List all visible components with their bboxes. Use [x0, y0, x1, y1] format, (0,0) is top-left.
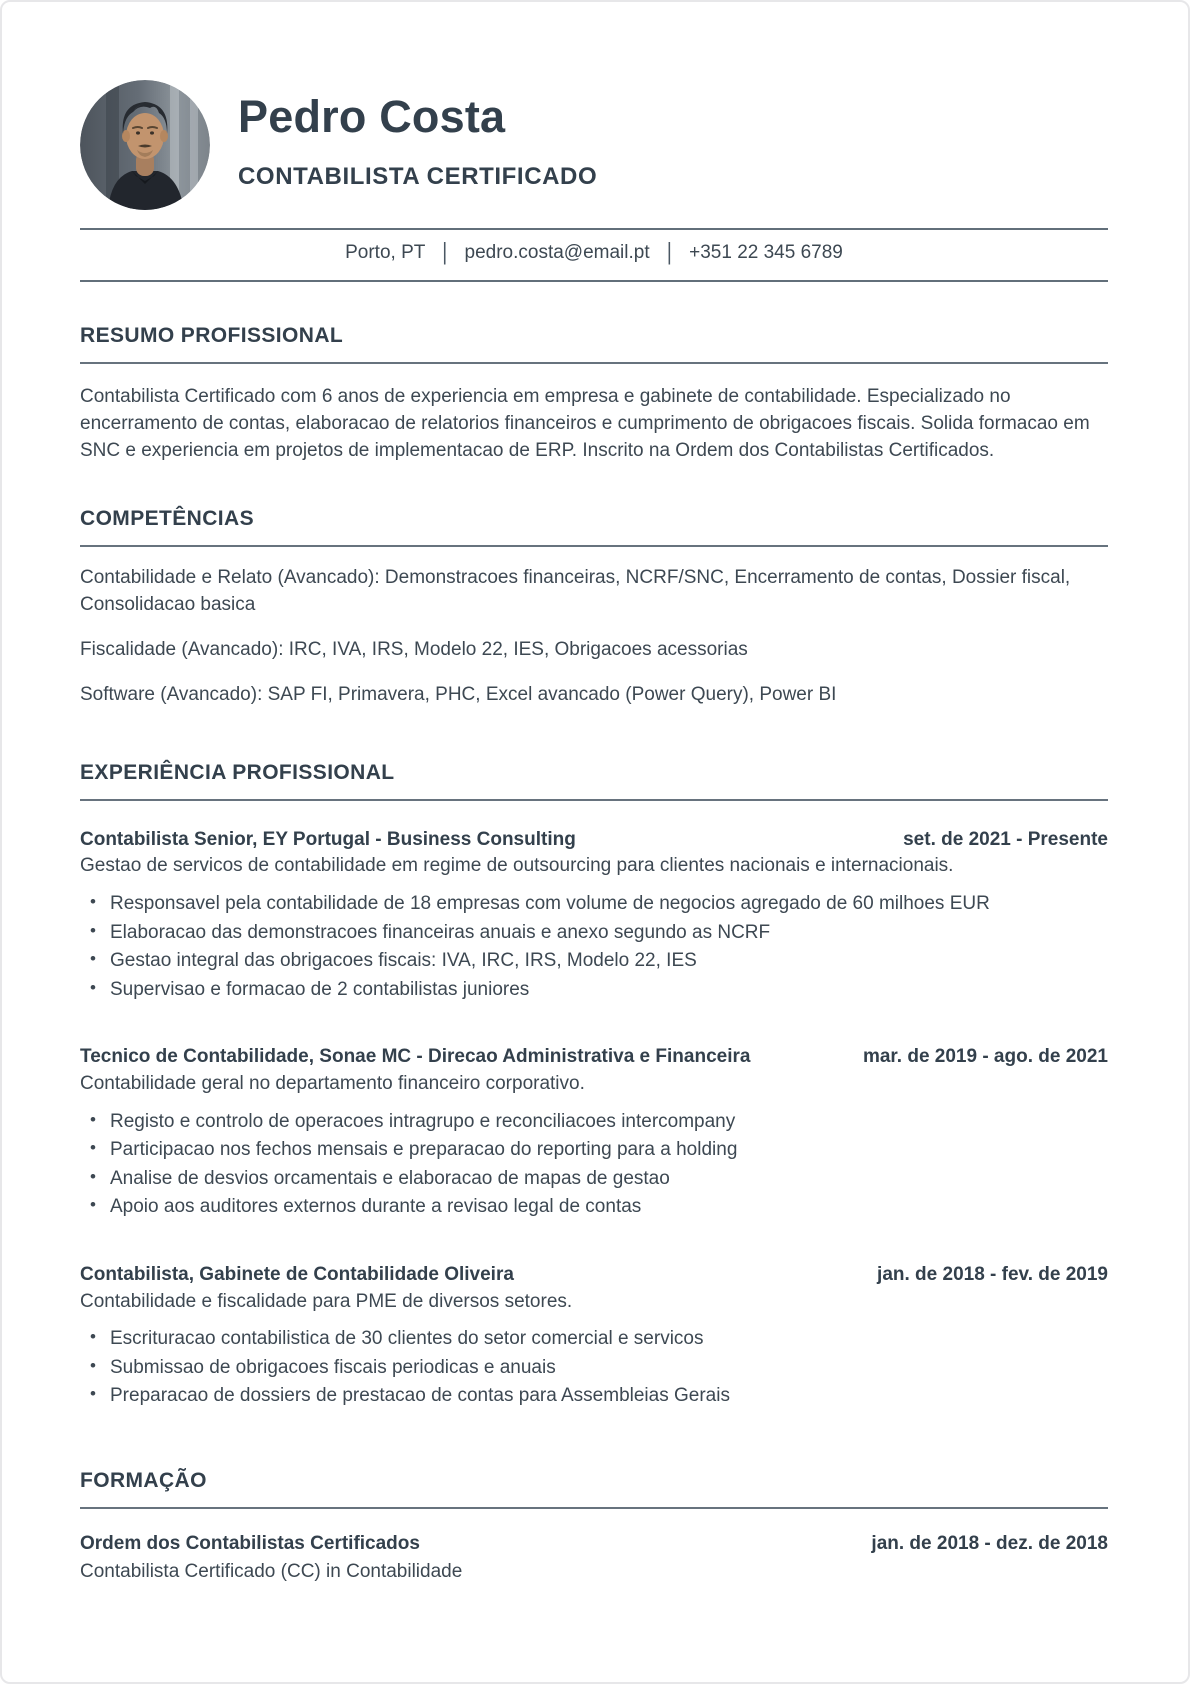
portrait-photo-icon [80, 80, 210, 210]
job-bullets [80, 890, 1108, 1004]
experience-heading: EXPERIÊNCIA PROFISSIONAL [80, 760, 395, 784]
contact-phone: +351 22 345 6789 [689, 242, 843, 263]
contact-separator: | [666, 239, 672, 266]
job-bullet: • Apoio aos auditores externos durante a revisao legal de contas [80, 1193, 1108, 1222]
education-head [80, 1533, 1108, 1555]
job-bullet: • Escrituracao contabilistica de 30 clientes do setor comercial e servicos [80, 1325, 1108, 1354]
contact-location: Porto, PT [345, 242, 426, 263]
job-bullets [80, 1325, 1108, 1411]
job-head [80, 1044, 1108, 1071]
job-dates: set. de 2021 - Presente [903, 828, 1108, 850]
job-bullet: • Gestao integral das obrigacoes fiscais: IVA, IRC, IRS, Modelo 22, IES [80, 947, 1108, 976]
education-degree: Contabilista Certificado (CC) in Contabilidade [80, 1560, 463, 1582]
education-dates: jan. de 2018 - dez. de 2018 [871, 1532, 1108, 1554]
education-entry [80, 1533, 1108, 1583]
person-title: CONTABILISTA CERTIFICADO [238, 163, 598, 190]
job-entry [80, 1262, 1108, 1411]
person-name: Pedro Costa [238, 91, 506, 142]
job-bullet: • Analise de desvios orcamentais e elaboracao de mapas de gestao [80, 1165, 1108, 1194]
job-entry [80, 827, 1108, 1005]
job-entry [80, 1044, 1108, 1222]
job-title: Contabilista Senior, EY Portugal - Business Consulting [80, 828, 576, 850]
education-school: Ordem dos Contabilistas Certificados [80, 1532, 420, 1554]
job-summary: Contabilidade e fiscalidade para PME de diversos setores. [80, 1290, 573, 1312]
summary-heading: RESUMO PROFISSIONAL [80, 324, 344, 347]
skill-item: Software (Avancado): SAP FI, Primavera, PHC, Excel avancado (Power Query), Power BI [80, 683, 837, 705]
contact-bar [80, 230, 1108, 276]
job-bullet: • Registo e controlo de operacoes intragrupo e reconciliacoes intercompany [80, 1108, 1108, 1137]
job-title: Tecnico de Contabilidade, Sonae MC - Direcao Administrativa e Financeira [80, 1046, 751, 1068]
job-dates: mar. de 2019 - ago. de 2021 [862, 1046, 1108, 1068]
resume-content [2, 2, 1188, 1583]
job-bullets [80, 1108, 1108, 1222]
job-summary: Contabilidade geral no departamento financeiro corporativo. [80, 1072, 585, 1094]
contact-separator: | [442, 239, 448, 266]
job-bullet: • Elaboracao das demonstracoes financeiras anuais e anexo segundo as NCRF [80, 919, 1108, 948]
section-summary [80, 324, 1108, 465]
contact-email: pedro.costa@email.pt [464, 242, 650, 263]
section-experience [80, 761, 1108, 1411]
contact-divider [80, 280, 1108, 282]
skills-rule [80, 545, 1108, 547]
job-dates: jan. de 2018 - fev. de 2019 [877, 1263, 1108, 1285]
job-title: Contabilista, Gabinete de Contabilidade Oliveira [80, 1263, 514, 1285]
avatar [80, 80, 210, 210]
education-heading: FORMAÇÃO [80, 1468, 207, 1492]
job-head [80, 1262, 1108, 1289]
skills-heading: COMPETÊNCIAS [80, 506, 254, 530]
job-summary: Gestao de servicos de contabilidade em regime de outsourcing para clientes nacionais e internacionais. [80, 855, 954, 877]
section-education [80, 1469, 1108, 1583]
job-bullet: • Supervisao e formacao de 2 contabilistas juniores [80, 976, 1108, 1005]
skill-item: Fiscalidade (Avancado): IRC, IVA, IRS, Modelo 22, IES, Obrigacoes acessorias [80, 638, 748, 660]
job-bullet: • Preparacao de dossiers de prestacao de contas para Assembleias Gerais [80, 1382, 1108, 1411]
job-bullet: • Responsavel pela contabilidade de 18 empresas com volume de negocios agregado de 60 milhoes EUR [80, 890, 1108, 919]
summary-text: Contabilista Certificado com 6 anos de experiencia em empresa e gabinete de contabilidade. Especializado no encerramento de contas, elaboracao de relatorios financeiros e cumprimento de obrigacoes fiscais. Solida formacao em SNC e experiencia em projetos de implementacao de ERP. Inscrito na Ordem dos Contabilistas Certificados. [80, 386, 1090, 461]
section-skills [80, 507, 1108, 709]
job-bullet: • Participacao nos fechos mensais e preparacao do reporting para a holding [80, 1136, 1108, 1165]
experience-rule [80, 799, 1108, 801]
job-head [80, 827, 1108, 854]
job-bullet: • Submissao de obrigacoes fiscais periodicas e anuais [80, 1354, 1108, 1383]
header [80, 80, 1108, 210]
education-rule [80, 1507, 1108, 1509]
skill-item: Contabilidade e Relato (Avancado): Demonstracoes financeiras, NCRF/SNC, Encerramento de contas, Dossier fiscal, Consolidacao basica [80, 566, 1071, 615]
summary-rule [80, 362, 1108, 364]
header-text [226, 80, 597, 191]
